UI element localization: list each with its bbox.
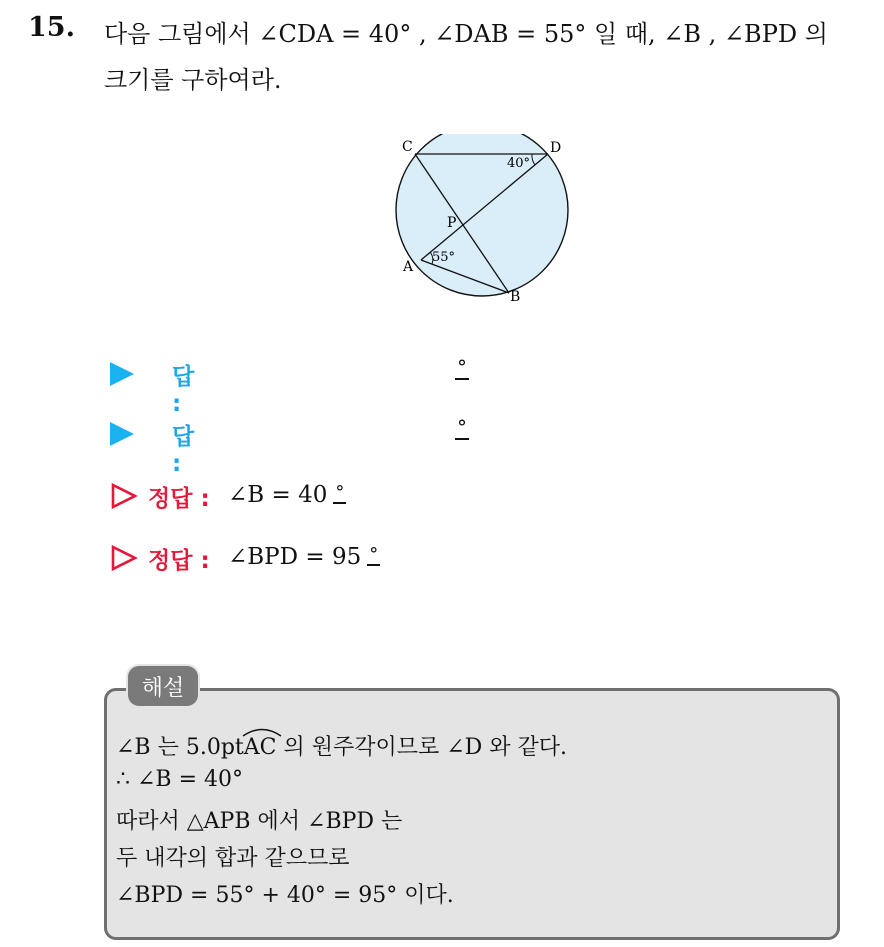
play-icon [110, 362, 134, 386]
play-outline-icon [110, 482, 138, 510]
label-p: P [447, 215, 457, 231]
explanation-tab: 해설 [128, 666, 198, 706]
question-text-line-1: 다음 그림에서 ∠CDA = 40° , ∠DAB = 55° 일 때, ∠B , ∠BPD 의 [104, 20, 828, 48]
label-d: D [550, 140, 562, 156]
solution-label: 정답 : [148, 548, 210, 574]
question-number: 15. [28, 12, 75, 43]
answer-blank[interactable]: ° [457, 355, 467, 379]
question-text-line-2: 크기를 구하여라. [104, 66, 282, 94]
solution-expression: ∠B = 40 ° [228, 482, 345, 508]
circle-figure [392, 134, 572, 310]
play-outline-icon [110, 544, 138, 572]
explanation-line-3: 따라서 △APB 에서 ∠BPD 는 [116, 809, 403, 834]
solution-unit: ° [335, 482, 345, 503]
explanation-line-5: ∠BPD = 55° + 40° = 95° 이다. [116, 883, 454, 908]
explanation-line-1: ∠B 는 5.0pt AC 의 원주각이므로 ∠D 와 같다. [116, 730, 567, 761]
arc-ac: AC [244, 735, 277, 760]
solution-unit: ° [369, 544, 379, 565]
solution-expression: ∠BPD = 95 ° [228, 544, 379, 570]
label-c: C [402, 139, 413, 155]
angle-label-a: 55° [432, 250, 456, 265]
explanation-line-4: 두 내각의 합과 같으므로 [116, 846, 350, 871]
answer-label: 답 : [172, 364, 195, 417]
arc-icon [242, 727, 282, 737]
play-icon [110, 422, 134, 446]
solution-label: 정답 : [148, 486, 210, 512]
label-b: B [510, 289, 521, 305]
label-a: A [403, 259, 414, 275]
explanation-line-2: ∴ ∠B = 40° [116, 767, 244, 792]
answer-blank[interactable]: ° [457, 415, 467, 439]
answer-label: 답 : [172, 424, 195, 477]
angle-label-d: 40° [507, 156, 531, 171]
